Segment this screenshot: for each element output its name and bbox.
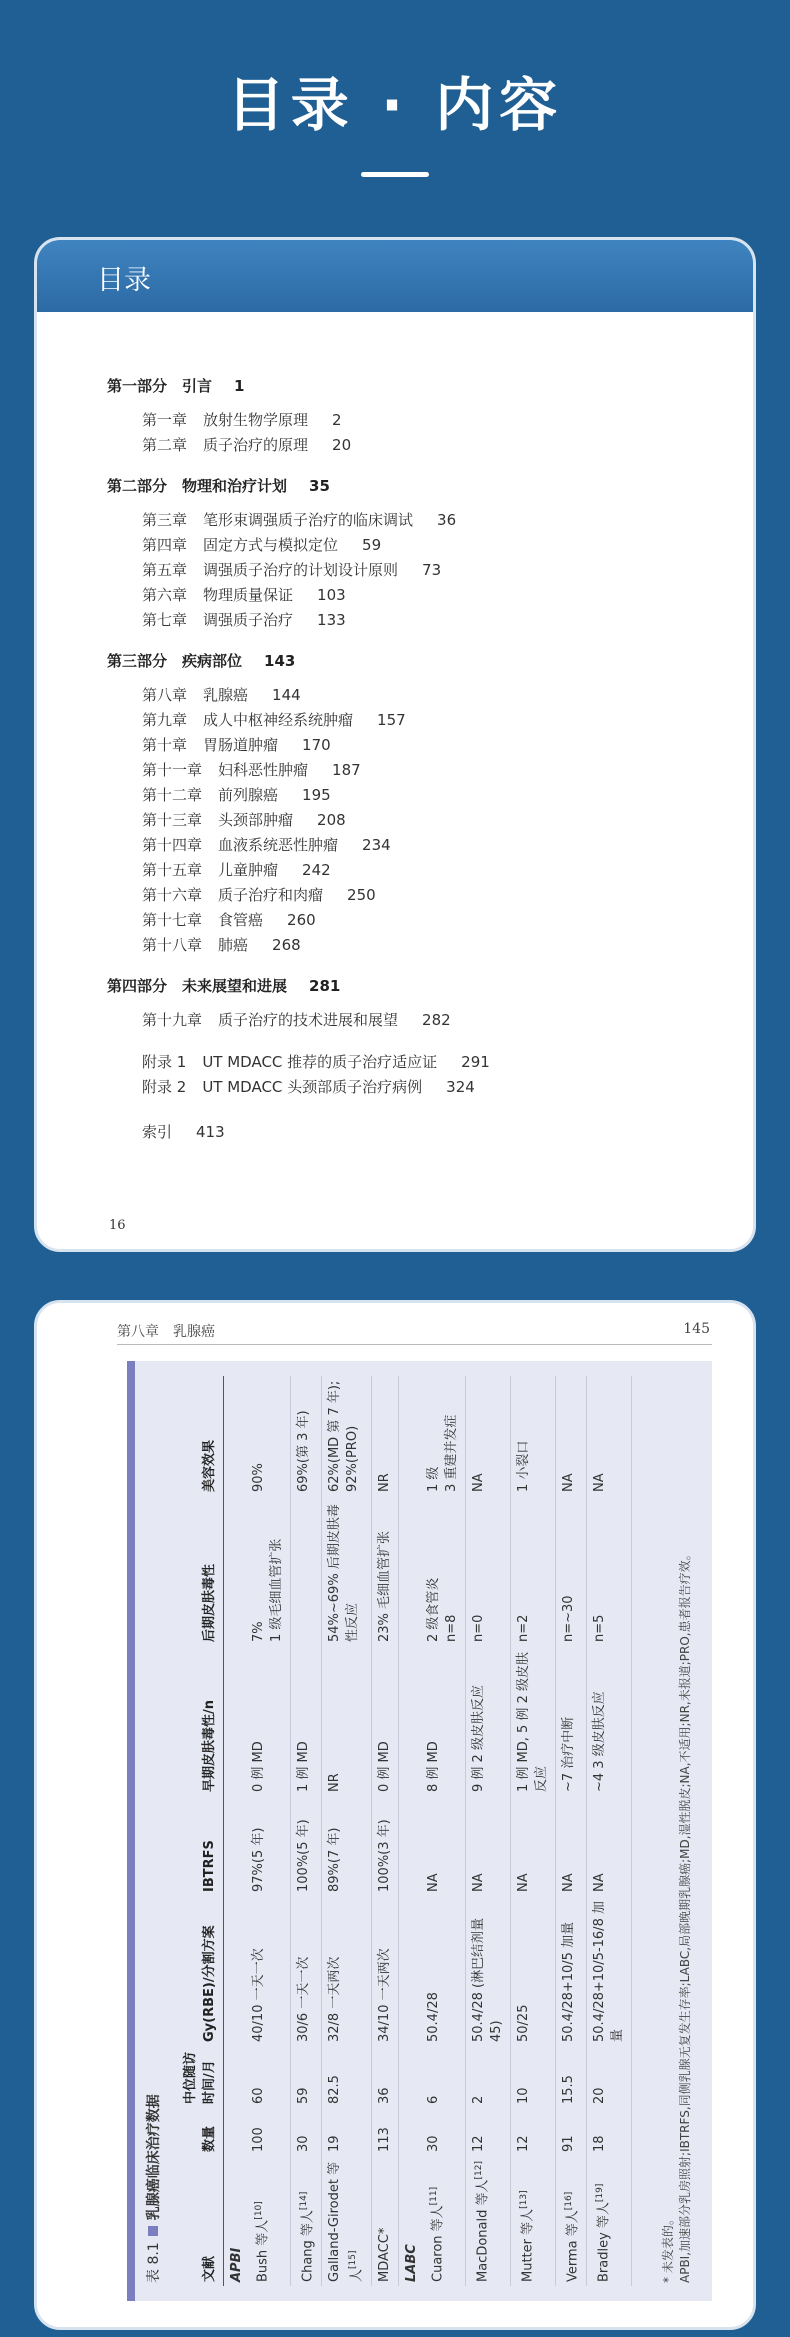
table-cell: 100 xyxy=(246,2108,291,2156)
table-cell: 0 例 MD xyxy=(246,1646,291,1796)
table-cell: 18 xyxy=(586,2108,631,2156)
table-cell: 1 小裂口 xyxy=(510,1376,555,1496)
table-row xyxy=(510,1376,555,2286)
part-page: 281 xyxy=(309,977,341,995)
table-card xyxy=(34,1300,756,2330)
hero-title: 目录 · 内容 xyxy=(226,71,564,139)
table-cell: NA xyxy=(421,1796,466,1896)
toc-chapter-item xyxy=(142,608,727,633)
table-cell: 113 xyxy=(371,2108,398,2156)
chapter-page: 170 xyxy=(302,736,331,754)
chapter-page: 242 xyxy=(302,861,331,879)
table-cell: 23% 毛细血管扩张 xyxy=(371,1496,398,1646)
table-cell: 50.4/28 (淋巴结剂量 45) xyxy=(465,1896,510,2046)
table-cell: 69%(第 3 年) xyxy=(291,1376,322,1496)
chapter-list xyxy=(142,1008,727,1033)
toc-chapter-item xyxy=(142,683,727,708)
toc-chapter-item xyxy=(142,783,727,808)
table-cell: 82.5 xyxy=(322,2046,371,2108)
table-cell: 15.5 xyxy=(555,2046,586,2108)
table-cell: 59 xyxy=(291,2046,322,2108)
chapter-title: 调强质子治疗 xyxy=(203,611,294,629)
chapter-page: 187 xyxy=(332,761,361,779)
toc-chapter-item xyxy=(142,1008,727,1033)
chapter-title: 儿童肿瘤 xyxy=(218,861,279,879)
reference-mark: [19] xyxy=(594,2183,605,2203)
table-cell xyxy=(291,1496,322,1646)
column-header: 文献 xyxy=(173,2156,224,2286)
table-cell: 40/10 一天一次 xyxy=(246,1896,291,2046)
chapter-page: 144 xyxy=(272,686,301,704)
table-cell: 100%(5 年) xyxy=(291,1796,322,1896)
chapter-number: 第六章 xyxy=(142,586,188,604)
table-cell: NA xyxy=(510,1796,555,1896)
toc-part-heading xyxy=(107,975,727,996)
table-cell: 50.4/28+10/5 加量 xyxy=(555,1896,586,2046)
table-frame xyxy=(127,1361,712,2301)
column-header: 数量 xyxy=(173,2108,224,2156)
table-cell: Verma 等人[16] xyxy=(555,2156,586,2286)
table-cell: 32/8 一天两次 xyxy=(322,1896,371,2046)
table-cell: 30 xyxy=(421,2108,466,2156)
table-cell: 50.4/28+10/5-16/8 加量 xyxy=(586,1896,631,2046)
table-cell: 8 例 MD xyxy=(421,1646,466,1796)
chapter-page: 36 xyxy=(437,511,457,529)
chapter-number: 第三章 xyxy=(142,511,188,529)
chapter-number: 第十八章 xyxy=(142,936,203,954)
chapter-page: 157 xyxy=(377,711,406,729)
appendix-item xyxy=(142,1075,727,1100)
table-cell: 50/25 xyxy=(510,1896,555,2046)
table-row xyxy=(555,1376,586,2286)
table-cell: n=2 xyxy=(510,1496,555,1646)
toc-chapter-item xyxy=(142,558,727,583)
footnote: APBI,加速部分乳房照射;IBTRFS,同侧乳腺无复发生存率;LABC,局部晚期乳腺癌;MD,湿性脱皮;NA,不适用;NR,未报道;PRO,患者报告疗效。 xyxy=(678,1548,692,2283)
chapter-title: 妇科恶性肿瘤 xyxy=(218,761,309,779)
table-cell: n=0 xyxy=(465,1496,510,1646)
part-page: 1 xyxy=(234,377,245,395)
column-header: 美容效果 xyxy=(173,1376,224,1496)
table-cell: 7% 1 级毛细血管扩张 xyxy=(246,1496,291,1646)
chapter-title: 笔形束调强质子治疗的临床调试 xyxy=(203,511,414,529)
reference-mark: [12] xyxy=(473,2161,484,2180)
chapter-title: 头颈部肿瘤 xyxy=(218,811,294,829)
table-cell: 20 xyxy=(586,2046,631,2108)
chapter-number: 第二章 xyxy=(142,436,188,454)
part-label: 第三部分 疾病部位 xyxy=(107,652,243,670)
table-cell: Bradley 等人[19] xyxy=(586,2156,631,2286)
rotated-table xyxy=(135,1361,720,2301)
toc-chapter-item xyxy=(142,508,727,533)
chapter-title: 食管癌 xyxy=(218,911,264,929)
chapter-number: 第十九章 xyxy=(142,1011,203,1029)
chapter-number: 第九章 xyxy=(142,711,188,729)
chapter-number: 第八章 xyxy=(142,686,188,704)
table-cell: NR xyxy=(371,1376,398,1496)
reference-mark: [11] xyxy=(428,2186,439,2206)
chapter-title: 调强质子治疗的计划设计原则 xyxy=(203,561,399,579)
part-label: 第二部分 物理和治疗计划 xyxy=(107,477,288,495)
chapter-page: 73 xyxy=(422,561,442,579)
table-cell: 6 xyxy=(421,2046,466,2108)
toc-chapter-item xyxy=(142,858,727,883)
toc-part-heading xyxy=(107,650,727,671)
table-cell: 2 级食管炎 n=8 xyxy=(421,1496,466,1646)
footnote: * 未发表的。 xyxy=(661,2213,675,2283)
toc-chapter-item xyxy=(142,933,727,958)
table-cell: 36 xyxy=(371,2046,398,2108)
reference-mark: [15] xyxy=(348,2250,359,2269)
chapter-page: 260 xyxy=(287,911,316,929)
running-head xyxy=(117,1319,712,1345)
chapter-page: 234 xyxy=(362,836,391,854)
chapter-title: 成人中枢神经系统肿瘤 xyxy=(203,711,354,729)
chapter-number: 第十四章 xyxy=(142,836,203,854)
page-number: 16 xyxy=(109,1218,126,1233)
chapter-list xyxy=(142,408,727,458)
toc-part-heading xyxy=(107,375,727,396)
table-cell: 2 xyxy=(465,2046,510,2108)
table-cell: Cuaron 等人[11] xyxy=(421,2156,466,2286)
hero-underline xyxy=(361,172,429,177)
table-cell: Galland-Girodet 等人[15] xyxy=(322,2156,371,2286)
part-label: 第一部分 引言 xyxy=(107,377,213,395)
column-header: 早期皮肤毒性/n xyxy=(173,1646,224,1796)
toc-chapter-item xyxy=(142,733,727,758)
chapter-number: 第十六章 xyxy=(142,886,203,904)
chapter-title: 物理质量保证 xyxy=(203,586,294,604)
appendix-title: UT MDACC 头颈部质子治疗病例 xyxy=(202,1078,423,1096)
chapter-page: 195 xyxy=(302,786,331,804)
group-label: APBI xyxy=(229,2247,244,2282)
table-header-row xyxy=(173,1376,224,2286)
table-cell: 1 级 3 重建并发症 xyxy=(421,1376,466,1496)
table-cell: 30 xyxy=(291,2108,322,2156)
table-cell: 54%~69% 后期皮肤毒性反应 xyxy=(322,1496,371,1646)
table-group-row xyxy=(224,1376,247,2286)
table-cell: 91 xyxy=(555,2108,586,2156)
appendix-number: 附录 1 xyxy=(142,1053,187,1071)
table-cell: 97%(5 年) xyxy=(246,1796,291,1896)
chapter-title: 乳腺癌 xyxy=(203,686,249,704)
table-cell: 90% xyxy=(246,1376,291,1496)
table-row xyxy=(421,1376,466,2286)
index-item xyxy=(142,1120,727,1145)
table-cell: 1 例 MD, 5 例 2 级皮肤反应 xyxy=(510,1646,555,1796)
toc-chapter-item xyxy=(142,833,727,858)
chapter-number: 第十三章 xyxy=(142,811,203,829)
reference-mark: [14] xyxy=(299,2191,309,2211)
table-cell: ~7 治疗中断 xyxy=(555,1646,586,1796)
toc-chapter-item xyxy=(142,408,727,433)
toc-chapter-item xyxy=(142,808,727,833)
toc-chapter-item xyxy=(142,583,727,608)
chapter-title: 肺癌 xyxy=(218,936,249,954)
table-cell: 60 xyxy=(246,2046,291,2108)
table-cell: 1 例 MD xyxy=(291,1646,322,1796)
toc-card-header: 目录 xyxy=(37,240,753,312)
chapter-number: 第十五章 xyxy=(142,861,203,879)
appendix-title: UT MDACC 推荐的质子治疗适应证 xyxy=(202,1053,438,1071)
table-number: 表 8.1 xyxy=(146,2242,162,2283)
table-cell: n=~30 xyxy=(555,1496,586,1646)
toc-chapter-item xyxy=(142,908,727,933)
table-row xyxy=(586,1376,631,2286)
table-cell: MDACC* xyxy=(371,2156,398,2286)
table-cell: NA xyxy=(465,1376,510,1496)
chapter-number: 第十一章 xyxy=(142,761,203,779)
table-cell: ~4 3 级皮肤反应 xyxy=(586,1646,631,1796)
chapter-title: 质子治疗的原理 xyxy=(203,436,309,454)
table-cell: NR xyxy=(322,1646,371,1796)
table-row xyxy=(465,1376,510,2286)
table-cell: 30/6 一天一次 xyxy=(291,1896,322,2046)
toc-card xyxy=(34,237,756,1252)
column-header: 后期皮肤毒性 xyxy=(173,1496,224,1646)
toc-list xyxy=(107,375,727,1145)
table-cell: 19 xyxy=(322,2108,371,2156)
square-icon xyxy=(148,2226,158,2236)
table-cell: NA xyxy=(555,1796,586,1896)
chapter-page: 282 xyxy=(422,1011,451,1029)
chapter-number: 第十二章 xyxy=(142,786,203,804)
chapter-number: 第五章 xyxy=(142,561,188,579)
table-cell: 12 xyxy=(510,2108,555,2156)
table-cell: MacDonald 等人[12] xyxy=(465,2156,510,2286)
table-footnotes xyxy=(660,1383,694,2283)
table-title: 乳腺癌临床治疗数据 xyxy=(146,2094,162,2221)
reference-mark: [16] xyxy=(563,2191,574,2211)
table-cell: 12 xyxy=(465,2108,510,2156)
index-page: 413 xyxy=(196,1123,225,1141)
toc-part-heading xyxy=(107,475,727,496)
appendix-number: 附录 2 xyxy=(142,1078,187,1096)
table-group-row xyxy=(398,1376,421,2286)
chapter-title: 固定方式与模拟定位 xyxy=(203,536,339,554)
column-header: 中位随访时间/月 xyxy=(173,2046,224,2108)
table-cell: NA xyxy=(586,1376,631,1496)
column-header: IBTRFS xyxy=(173,1796,224,1896)
table-cell: 0 例 MD xyxy=(371,1646,398,1796)
chapter-title: 质子治疗和肉瘤 xyxy=(218,886,324,904)
appendix-page: 291 xyxy=(461,1053,490,1071)
table-cell: NA xyxy=(465,1796,510,1896)
table-row xyxy=(246,1376,291,2286)
table-cell: 100%(3 年) xyxy=(371,1796,398,1896)
chapter-title: 第八章 乳腺癌 xyxy=(117,1324,215,1340)
toc-chapter-item xyxy=(142,708,727,733)
table-cell: NA xyxy=(586,1796,631,1896)
table-row xyxy=(322,1376,371,2286)
part-label: 第四部分 未来展望和进展 xyxy=(107,977,288,995)
data-table xyxy=(173,1376,632,2286)
chapter-page: 250 xyxy=(347,886,376,904)
chapter-number: 第十章 xyxy=(142,736,188,754)
chapter-number: 第四章 xyxy=(142,536,188,554)
page-number: 145 xyxy=(683,1321,710,1337)
table-cell: 34/10 一天两次 xyxy=(371,1896,398,2046)
appendix-item xyxy=(142,1050,727,1075)
chapter-page: 208 xyxy=(317,811,346,829)
toc-chapter-item xyxy=(142,533,727,558)
part-page: 35 xyxy=(309,477,330,495)
chapter-number: 第七章 xyxy=(142,611,188,629)
chapter-page: 268 xyxy=(272,936,301,954)
index-label: 索引 xyxy=(142,1123,173,1141)
appendix-page: 324 xyxy=(446,1078,475,1096)
part-page: 143 xyxy=(264,652,296,670)
chapter-number: 第十七章 xyxy=(142,911,203,929)
chapter-list xyxy=(142,508,727,633)
table-cell: 9 例 2 级皮肤反应 xyxy=(465,1646,510,1796)
chapter-title: 胃肠道肿瘤 xyxy=(203,736,279,754)
table-caption xyxy=(143,2094,163,2283)
table-cell: 89%(7 年) xyxy=(322,1796,371,1896)
chapter-number: 第一章 xyxy=(142,411,188,429)
reference-mark: [10] xyxy=(254,2201,264,2220)
chapter-title: 质子治疗的技术进展和展望 xyxy=(218,1011,399,1029)
table-row xyxy=(291,1376,322,2286)
table-cell: n=5 xyxy=(586,1496,631,1646)
chapter-title: 放射生物学原理 xyxy=(203,411,309,429)
table-cell: 50.4/28 xyxy=(421,1896,466,2046)
chapter-title: 血液系统恶性肿瘤 xyxy=(218,836,339,854)
appendix-list xyxy=(142,1050,727,1100)
chapter-page: 103 xyxy=(317,586,346,604)
chapter-title: 前列腺癌 xyxy=(218,786,279,804)
column-header: Gy(RBE)/分割方案 xyxy=(173,1896,224,2046)
reference-mark: [13] xyxy=(518,2190,529,2209)
chapter-page: 20 xyxy=(332,436,352,454)
table-cell: Chang 等人[14] xyxy=(291,2156,322,2286)
table-cell: Bush 等人[10] xyxy=(246,2156,291,2286)
chapter-list xyxy=(142,683,727,958)
table-cell: NA xyxy=(555,1376,586,1496)
group-label: LABC xyxy=(403,2244,419,2282)
toc-chapter-item xyxy=(142,433,727,458)
chapter-page: 59 xyxy=(362,536,382,554)
table-cell: 62%(MD 第 7 年); 92%(PRO) xyxy=(322,1376,371,1496)
table-cell: 10 xyxy=(510,2046,555,2108)
toc-chapter-item xyxy=(142,758,727,783)
chapter-page: 2 xyxy=(332,411,342,429)
table-cell: Mutter 等人[13] xyxy=(510,2156,555,2286)
table-row xyxy=(371,1376,398,2286)
toc-chapter-item xyxy=(142,883,727,908)
chapter-page: 133 xyxy=(317,611,346,629)
